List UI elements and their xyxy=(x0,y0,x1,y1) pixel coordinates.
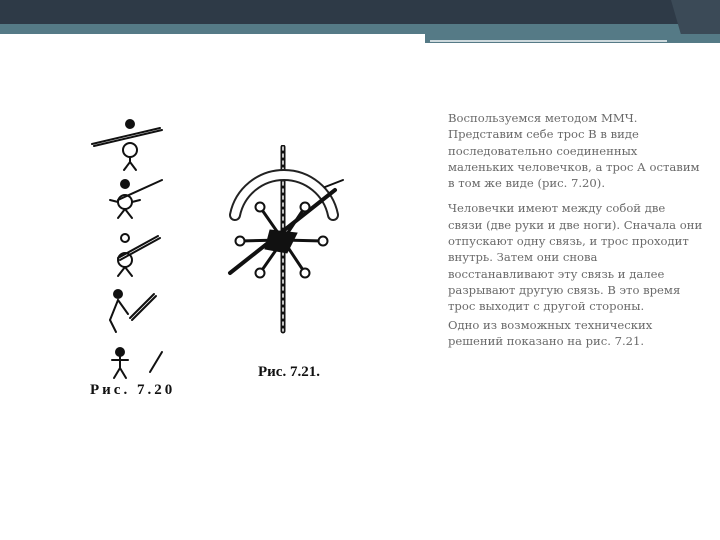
figure-7-21 xyxy=(225,145,355,335)
top-accent-stripe xyxy=(0,24,720,34)
figure-7-21-caption: Рис. 7.21. xyxy=(258,364,320,380)
paragraph-1: Воспользуемся методом ММЧ. Представим себе трос В в виде последовательно соединенных маленьких человечков, а трос А оставим в том же виде (рис. 7.20). xyxy=(448,111,700,191)
top-thin-line xyxy=(430,40,667,42)
figure-7-20-caption: Рис. 7.20 xyxy=(90,382,176,398)
figure-7-20 xyxy=(80,110,200,382)
body-text xyxy=(448,110,703,358)
top-bar xyxy=(0,0,720,24)
paragraph-3: Одно из возможных технических решений показано на рис. 7.21. xyxy=(448,317,653,348)
paragraph-2: Человечки имеют между собой две связи (две руки и две ноги). Сначала они отпускают одну связь, и трос проходит внутрь. Затем они снова восстанавливают эту связь и далее разрывают другую связь. В это время трос выходит с другой стороны. xyxy=(448,201,703,314)
